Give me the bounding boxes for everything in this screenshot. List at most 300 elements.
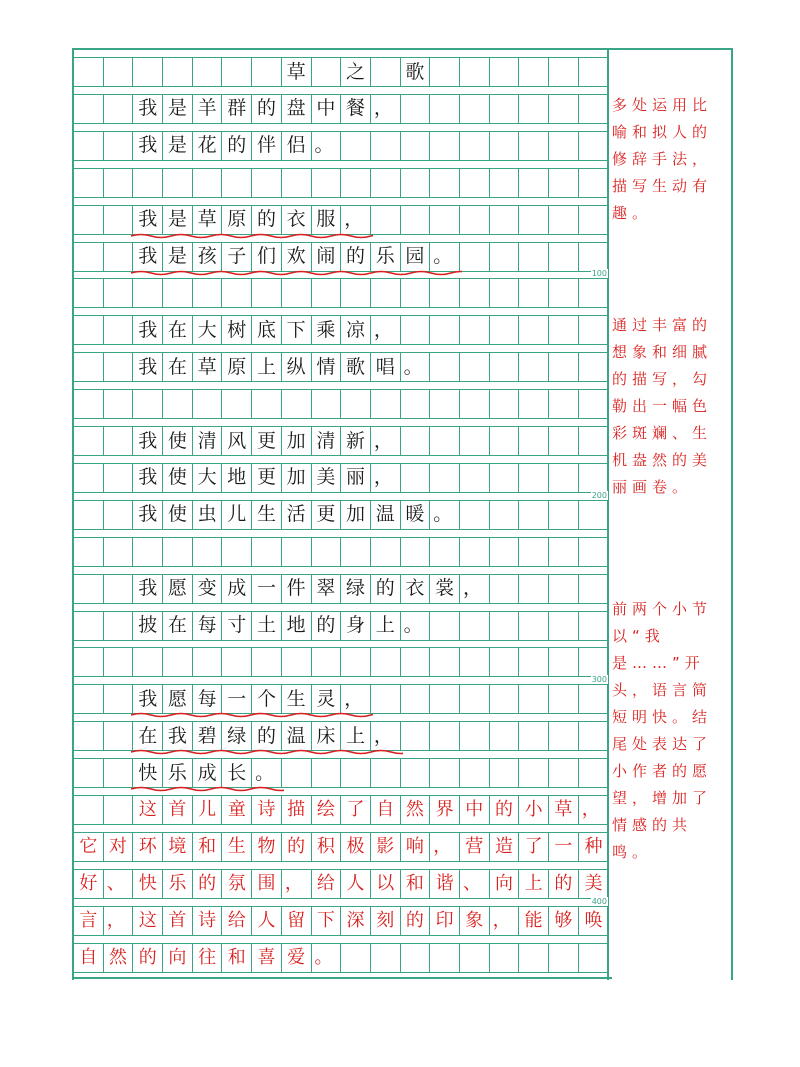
title-char: 歌	[401, 58, 431, 86]
grid-cell	[371, 132, 401, 160]
commentary-char: 生	[222, 833, 252, 861]
grid-cell	[401, 538, 431, 566]
poem-char: 我	[133, 427, 163, 455]
grid-cell	[519, 501, 549, 529]
commentary-char: 刻	[371, 907, 401, 935]
poem-char: 更	[312, 501, 342, 529]
poem-char: 温	[371, 501, 401, 529]
grid-cell	[430, 95, 460, 123]
grid-cell	[519, 464, 549, 492]
grid-cell	[430, 944, 460, 972]
grid-cell	[163, 169, 193, 197]
grid-cell	[490, 464, 520, 492]
poem-char: 寸	[222, 612, 252, 640]
commentary-char: 种	[584, 835, 603, 857]
grid-cell	[490, 759, 520, 787]
grid-cell	[579, 612, 609, 640]
grid-cell	[312, 759, 342, 787]
commentary-char: 人	[252, 907, 282, 935]
grid-cell	[74, 722, 104, 750]
poem-char: 是	[163, 206, 193, 234]
commentary-char: 围	[252, 870, 282, 898]
poem-char: 在	[163, 612, 193, 640]
poem-char: 清	[312, 427, 342, 455]
grid-cell	[460, 464, 490, 492]
poem-char: 生	[252, 501, 282, 529]
grid-cell	[371, 279, 401, 307]
grid-row	[74, 647, 609, 677]
commentary-char: 首	[163, 796, 193, 824]
grid-cell	[549, 575, 579, 603]
grid-cell	[312, 279, 342, 307]
commentary-char: 环	[133, 833, 163, 861]
grid-cell	[104, 316, 134, 344]
commentary-char: 了	[519, 833, 549, 861]
commentary-char: 象	[460, 907, 490, 935]
grid-cell	[430, 279, 460, 307]
poem-char: 清	[193, 427, 223, 455]
commentary-char: 往	[193, 944, 223, 972]
grid-row	[74, 832, 609, 862]
poem-char: 衣	[282, 206, 312, 234]
poem-char: 乐	[163, 759, 193, 787]
grid-cell	[341, 279, 371, 307]
grid-cell	[104, 759, 134, 787]
poem-char: 衣	[401, 575, 431, 603]
poem-char: 。	[401, 612, 431, 640]
commentary-char: 诗	[193, 907, 223, 935]
commentary-char: 的	[193, 870, 223, 898]
commentary-char: 印	[430, 907, 460, 935]
grid-cell	[74, 95, 104, 123]
poem-char: 成	[222, 575, 252, 603]
grid-cell	[74, 538, 104, 566]
commentary-char: 描	[282, 796, 312, 824]
poem-char: 上	[341, 722, 371, 750]
commentary-char: 的	[401, 907, 431, 935]
grid-cell	[401, 132, 431, 160]
poem-char: 披	[133, 612, 163, 640]
grid-row	[74, 352, 609, 382]
grid-cell	[579, 279, 609, 307]
wavy-underline	[131, 711, 373, 719]
grid-cell	[430, 169, 460, 197]
poem-char: 闹	[312, 243, 342, 271]
poem-char: 我	[133, 464, 163, 492]
commentary-char: 界	[430, 796, 460, 824]
commentary-char: 这	[133, 907, 163, 935]
poem-char: 裳	[430, 575, 460, 603]
grid-cell	[460, 612, 490, 640]
grid-cell	[74, 316, 104, 344]
grid-cell	[371, 538, 401, 566]
grid-cell	[460, 279, 490, 307]
poem-char: 虫	[193, 501, 223, 529]
commentary-char: 乐	[163, 870, 193, 898]
commentary-char: 这	[133, 796, 163, 824]
grid-cell	[490, 427, 520, 455]
grid-cell	[519, 353, 549, 381]
poem-char: 草	[193, 206, 223, 234]
grid-cell	[430, 464, 460, 492]
poem-char: 我	[133, 353, 163, 381]
grid-cell	[490, 944, 520, 972]
commentary-char: 美	[584, 872, 603, 894]
commentary-char: 它	[74, 833, 104, 861]
poem-char: 在	[133, 722, 163, 750]
grid-cell	[74, 279, 104, 307]
poem-char: 土	[252, 612, 282, 640]
poem-char: 树	[222, 316, 252, 344]
grid-cell	[460, 722, 490, 750]
grid-cell	[74, 501, 104, 529]
poem-char: 床	[312, 722, 342, 750]
commentary-char: 的	[133, 944, 163, 972]
poem-char: 长	[222, 759, 252, 787]
grid-cell	[460, 501, 490, 529]
grid-cell	[74, 132, 104, 160]
grid-cell	[133, 648, 163, 676]
grid-cell	[549, 464, 579, 492]
grid-cell	[252, 648, 282, 676]
grid-row	[74, 205, 609, 235]
poem-char: 件	[282, 575, 312, 603]
grid-cell	[74, 390, 104, 418]
grid-cell	[549, 501, 579, 529]
poem-char: 草	[193, 353, 223, 381]
commentary-char: 好	[74, 870, 104, 898]
grid-cell	[549, 169, 579, 197]
poem-char: 个	[252, 685, 282, 713]
poem-char: 大	[193, 464, 223, 492]
grid-cell	[549, 58, 579, 86]
commentary-char: 和	[222, 944, 252, 972]
poem-char: 温	[282, 722, 312, 750]
grid-cell	[430, 390, 460, 418]
grid-cell	[74, 58, 104, 86]
grid-cell	[519, 685, 549, 713]
commentary-char: 。	[312, 944, 342, 972]
grid-cell	[579, 759, 609, 787]
poem-char: ，	[341, 685, 371, 713]
grid-cell	[74, 796, 104, 824]
poem-char: 的	[371, 575, 401, 603]
commentary-char: 绘	[312, 796, 342, 824]
title-char: 之	[341, 58, 371, 86]
grid-row	[74, 463, 609, 493]
commentary-char: 诗	[252, 796, 282, 824]
grid-cell	[579, 575, 609, 603]
grid-cell	[401, 169, 431, 197]
grid-cell	[519, 575, 549, 603]
poem-char: 是	[163, 243, 193, 271]
grid-cell	[401, 95, 431, 123]
grid-cell	[163, 58, 193, 86]
grid-cell	[490, 685, 520, 713]
poem-char: 我	[133, 685, 163, 713]
poem-char: 身	[341, 612, 371, 640]
grid-cell	[579, 206, 609, 234]
grid-cell	[519, 759, 549, 787]
poem-char: ，	[341, 206, 371, 234]
grid-cell	[341, 648, 371, 676]
grid-cell	[371, 390, 401, 418]
grid-cell	[222, 58, 252, 86]
grid-cell	[401, 759, 431, 787]
grid-cell	[312, 169, 342, 197]
commentary-char: 向	[163, 944, 193, 972]
poem-char: 原	[222, 353, 252, 381]
grid-cell	[371, 685, 401, 713]
grid-cell	[401, 722, 431, 750]
poem-char: 地	[222, 464, 252, 492]
grid-cell	[104, 390, 134, 418]
grid-bottom-border	[72, 977, 612, 979]
poem-char: 一	[252, 575, 282, 603]
poem-char: 儿	[222, 501, 252, 529]
poem-char: 盘	[282, 95, 312, 123]
poem-char: 下	[282, 316, 312, 344]
commentary-char: 了	[341, 796, 371, 824]
grid-cell	[252, 279, 282, 307]
poem-char: 乐	[371, 243, 401, 271]
poem-char: 的	[312, 612, 342, 640]
grid-row	[74, 57, 609, 87]
poem-char: ，	[371, 464, 401, 492]
grid-cell	[519, 944, 549, 972]
margin-note: 多处运用比喻和拟人的修辞手法，描写生动有趣。	[612, 96, 713, 222]
grid-cell	[490, 58, 520, 86]
commentary-char: 氛	[222, 870, 252, 898]
grid-cell	[104, 464, 134, 492]
grid-cell	[222, 169, 252, 197]
poem-char: 的	[252, 206, 282, 234]
grid-cell	[519, 243, 549, 271]
grid-cell	[371, 648, 401, 676]
grid-cell	[371, 759, 401, 787]
grid-cell	[579, 132, 609, 160]
grid-cell	[490, 501, 520, 529]
poem-char: 更	[252, 427, 282, 455]
grid-cell	[133, 58, 163, 86]
grid-cell	[252, 58, 282, 86]
poem-char: 中	[312, 95, 342, 123]
grid-cell	[74, 464, 104, 492]
grid-cell	[430, 722, 460, 750]
grid-cell	[222, 538, 252, 566]
poem-char: 我	[133, 501, 163, 529]
grid-cell	[312, 390, 342, 418]
grid-cell	[430, 685, 460, 713]
commentary-char: 造	[490, 833, 520, 861]
commentary-char: 上	[519, 870, 549, 898]
poem-char: 。	[430, 243, 460, 271]
word-count-marker: 400	[591, 896, 607, 906]
grid-cell	[519, 648, 549, 676]
grid-cell	[371, 58, 401, 86]
grid-cell	[74, 169, 104, 197]
grid-cell	[104, 427, 134, 455]
grid-cell	[104, 575, 134, 603]
grid-cell	[104, 648, 134, 676]
grid-cell	[341, 132, 371, 160]
title-char: 草	[282, 58, 312, 86]
poem-char: 愿	[163, 685, 193, 713]
commentary-char: 下	[312, 907, 342, 935]
grid-cell	[460, 390, 490, 418]
commentary-char: 营	[460, 833, 490, 861]
grid-cell	[193, 169, 223, 197]
commentary-char: ，	[490, 907, 520, 935]
grid-cell	[104, 538, 134, 566]
commentary-char: 给	[312, 870, 342, 898]
grid-cell	[579, 427, 609, 455]
grid-cell	[371, 206, 401, 234]
grid-cell	[104, 796, 134, 824]
grid-cell	[519, 132, 549, 160]
poem-char: 使	[163, 501, 193, 529]
grid-cell	[490, 648, 520, 676]
poem-char: 。	[430, 501, 460, 529]
grid-cell	[430, 316, 460, 344]
poem-char: 在	[163, 316, 193, 344]
grid-cell	[519, 95, 549, 123]
grid-cell	[74, 612, 104, 640]
grid-cell	[490, 353, 520, 381]
poem-char: 上	[252, 353, 282, 381]
commentary-char: 深	[341, 907, 371, 935]
grid-cell	[549, 206, 579, 234]
grid-cell	[193, 648, 223, 676]
grid-cell	[549, 759, 579, 787]
grid-cell	[579, 169, 609, 197]
word-count-marker: 100	[591, 269, 607, 279]
grid-cell	[430, 612, 460, 640]
grid-cell	[222, 279, 252, 307]
grid-cell	[104, 243, 134, 271]
grid-cell	[104, 685, 134, 713]
commentary-char: 自	[74, 944, 104, 972]
commentary-char: 境	[163, 833, 193, 861]
poem-char: 新	[341, 427, 371, 455]
grid-cell	[430, 132, 460, 160]
grid-cell	[74, 353, 104, 381]
commentary-char: ，	[581, 799, 600, 820]
poem-char: 原	[222, 206, 252, 234]
poem-char: 服	[312, 206, 342, 234]
grid-cell	[490, 206, 520, 234]
poem-char: 欢	[282, 243, 312, 271]
wavy-underline	[131, 232, 373, 240]
grid-cell	[104, 169, 134, 197]
grid-row	[74, 537, 609, 567]
grid-cell	[193, 390, 223, 418]
grid-cell	[341, 169, 371, 197]
commentary-char: ，	[282, 870, 312, 898]
grid-cell	[460, 538, 490, 566]
word-count-marker: 200	[591, 490, 607, 500]
grid-cell	[490, 575, 520, 603]
grid-cell	[104, 722, 134, 750]
poem-char: 我	[133, 95, 163, 123]
commentary-char: 向	[490, 870, 520, 898]
grid-cell	[490, 243, 520, 271]
poem-char: 地	[282, 612, 312, 640]
grid-cell	[193, 279, 223, 307]
poem-char: 在	[163, 353, 193, 381]
grid-cell	[163, 390, 193, 418]
poem-char: 大	[193, 316, 223, 344]
poem-char: 是	[163, 95, 193, 123]
poem-char: 群	[222, 95, 252, 123]
grid-cell	[490, 316, 520, 344]
grid-cell	[282, 538, 312, 566]
poem-char: ，	[460, 575, 490, 603]
grid-cell	[579, 944, 609, 972]
grid-cell	[519, 169, 549, 197]
grid-cell	[519, 316, 549, 344]
poem-char: 更	[252, 464, 282, 492]
grid-cell	[193, 58, 223, 86]
grid-cell	[222, 390, 252, 418]
poem-char: 加	[341, 501, 371, 529]
grid-cell	[519, 58, 549, 86]
commentary-char: 和	[193, 833, 223, 861]
commentary-char: 和	[401, 870, 431, 898]
grid-row	[74, 278, 609, 308]
grid-cell	[430, 538, 460, 566]
poem-char: 侣	[282, 132, 312, 160]
grid-cell	[430, 648, 460, 676]
grid-cell	[341, 944, 371, 972]
commentary-char: ，	[104, 907, 134, 935]
grid-cell	[579, 243, 609, 271]
grid-row	[74, 758, 609, 788]
grid-row	[74, 869, 609, 899]
grid-cell	[519, 612, 549, 640]
commentary-char: 极	[341, 833, 371, 861]
grid-cell	[460, 58, 490, 86]
grid-cell	[460, 648, 490, 676]
grid-cell	[460, 685, 490, 713]
commentary-char: 一	[549, 833, 579, 861]
grid-cell	[549, 612, 579, 640]
grid-cell	[401, 685, 431, 713]
grid-cell	[74, 685, 104, 713]
poem-char: 。	[401, 353, 431, 381]
grid-row	[74, 131, 609, 161]
grid-row	[74, 500, 609, 530]
commentary-char: 儿	[193, 796, 223, 824]
grid-cell	[460, 353, 490, 381]
commentary-char: 言	[74, 907, 104, 935]
poem-char: 。	[312, 132, 342, 160]
grid-cell	[312, 538, 342, 566]
commentary-char: 谐	[430, 870, 460, 898]
grid-cell	[519, 390, 549, 418]
poem-char: 我	[133, 575, 163, 603]
grid-row	[74, 426, 609, 456]
word-count-marker: 300	[591, 675, 607, 685]
poem-char: 的	[341, 243, 371, 271]
grid-cell	[222, 648, 252, 676]
grid-cell	[74, 575, 104, 603]
grid-cell	[460, 169, 490, 197]
grid-cell	[133, 279, 163, 307]
margin-note: 前两个小节以“我是……”开头，语言简短明快。结尾处表达了小作者的愿望，增加了情感的共鸣。	[612, 600, 713, 861]
poem-char: 羊	[193, 95, 223, 123]
grid-cell	[549, 95, 579, 123]
